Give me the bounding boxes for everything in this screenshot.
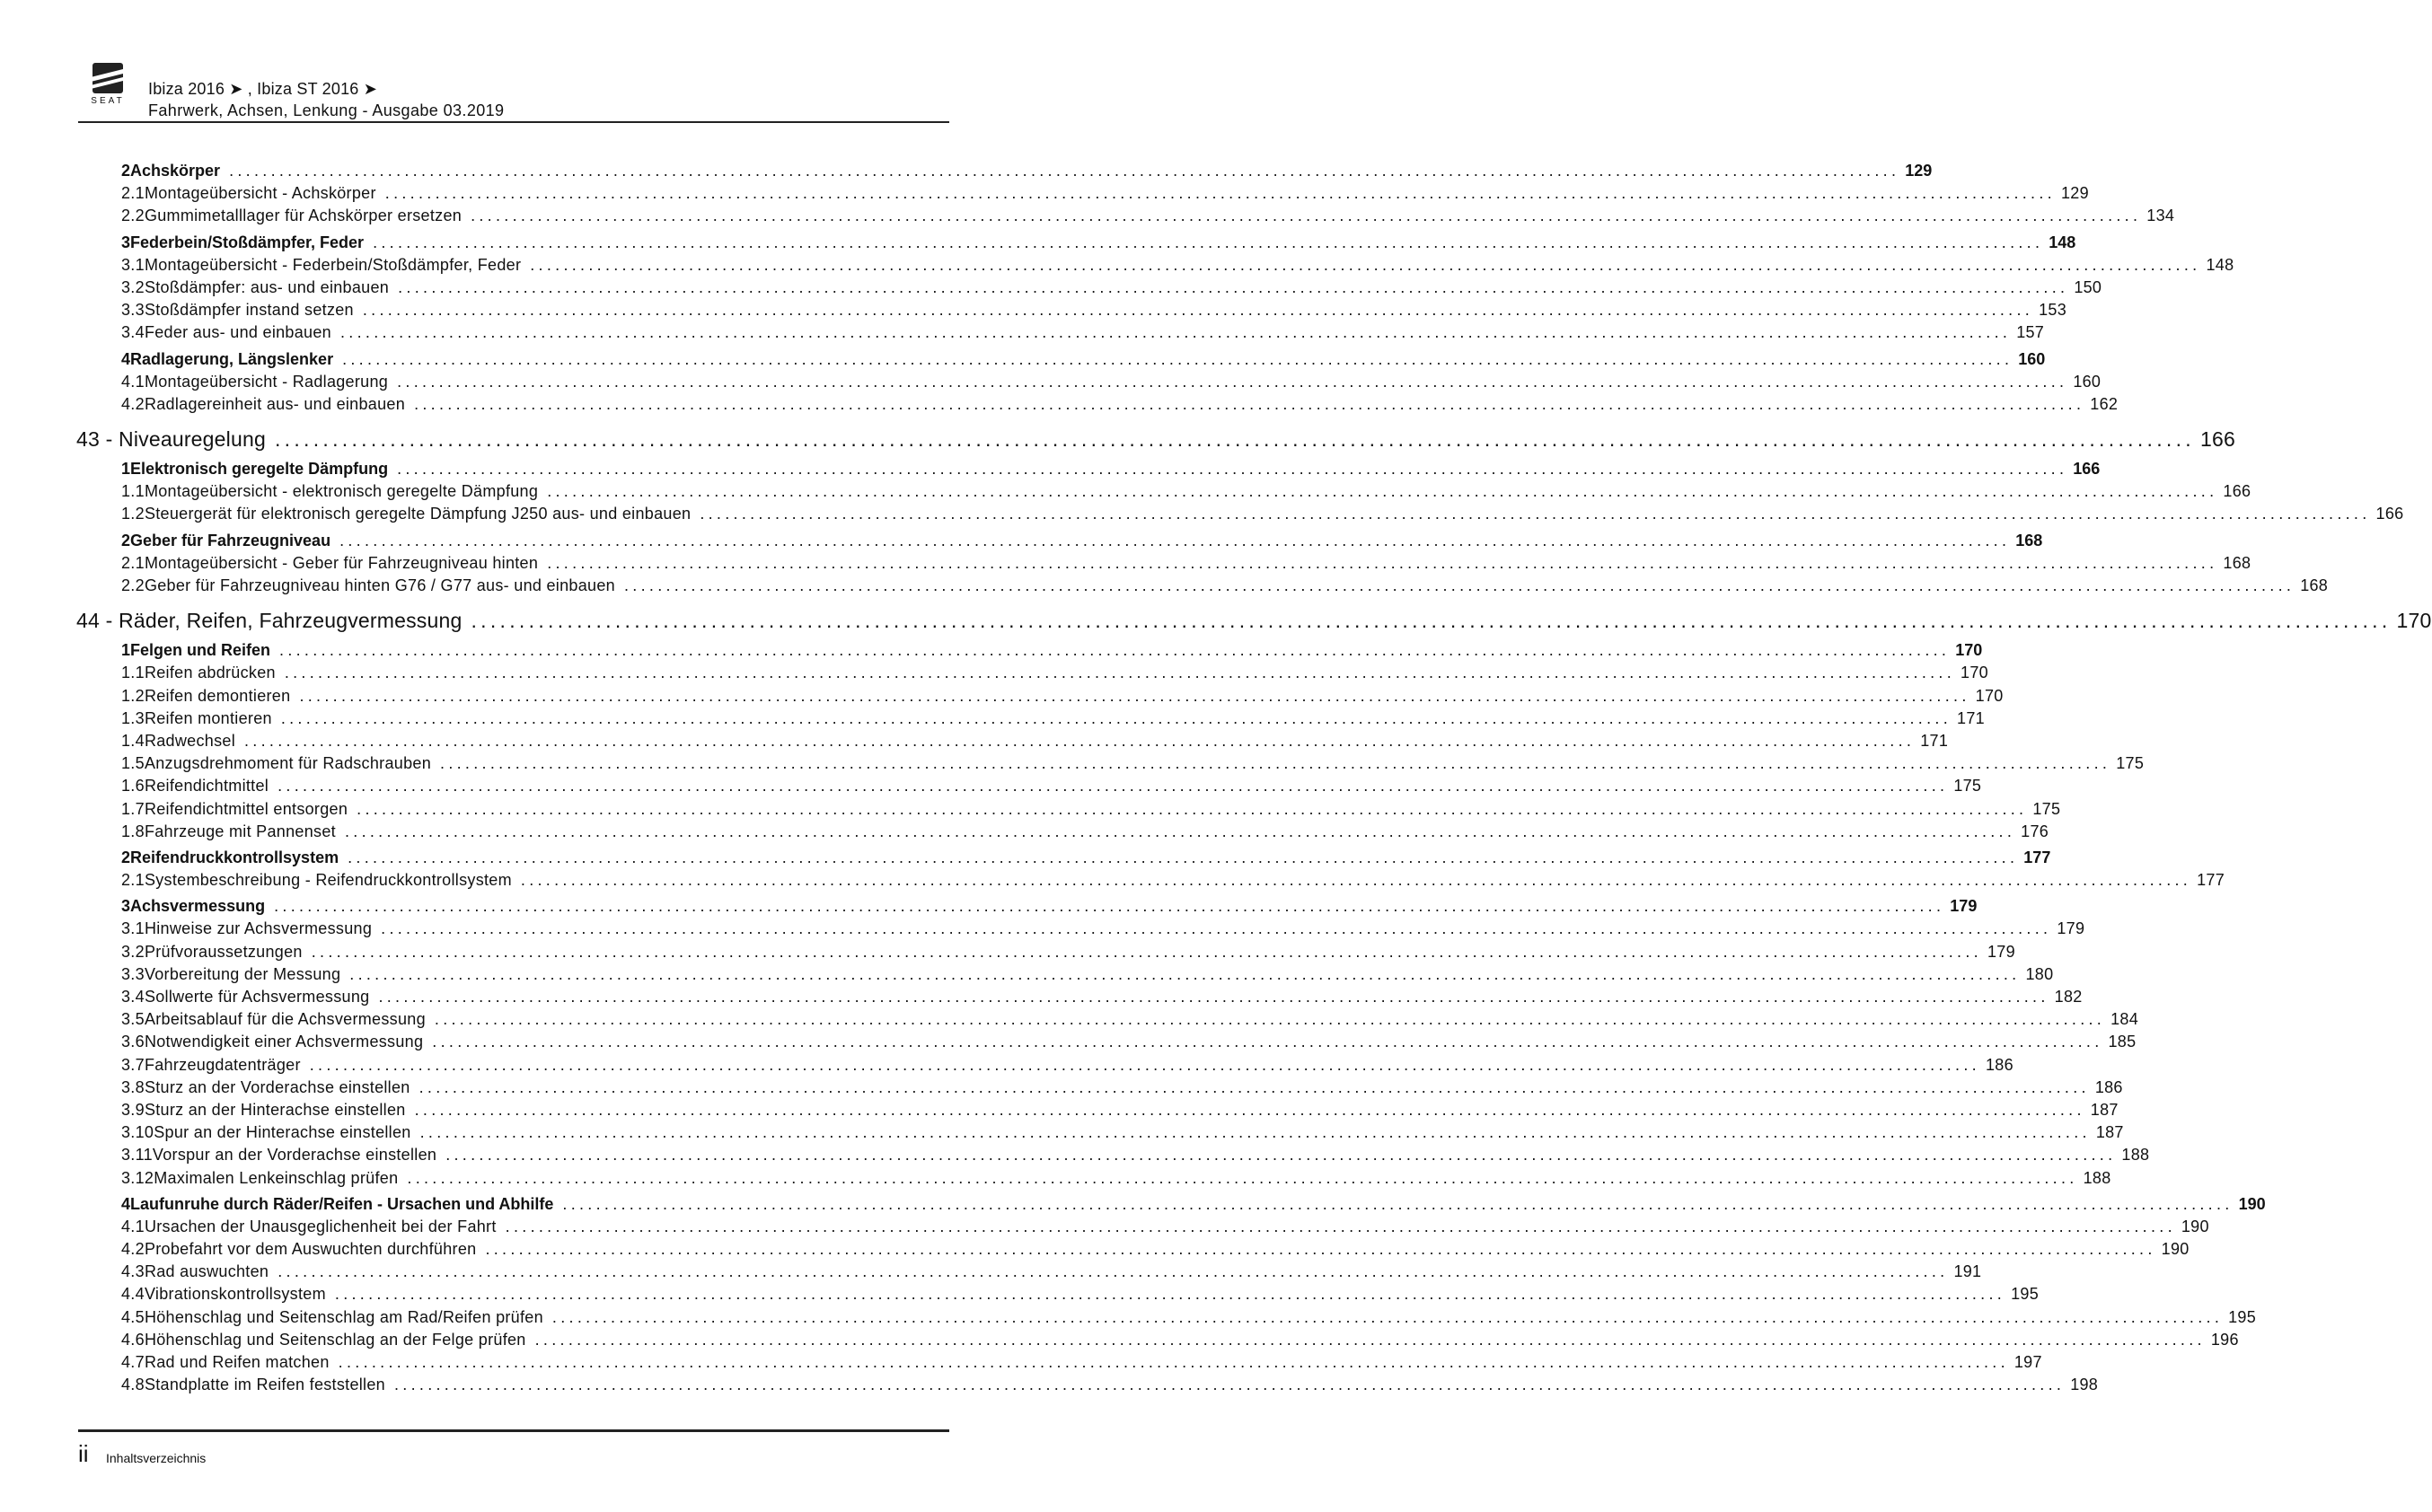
toc-number: 3.12: [121, 1168, 154, 1187]
dot-leader: ........................................................................................................................................................................................................: [398, 277, 2069, 296]
dot-leader: ........................................................................................................................................................................................................: [445, 1146, 2117, 1165]
toc-page: 129: [2060, 184, 2089, 203]
dot-leader: ........................................................................................................................................................................................................: [381, 919, 2052, 938]
toc-title: Federbein/Stoßdämpfer, Feder: [130, 233, 365, 251]
toc-entry[interactable]: [76, 1031, 2137, 1053]
toc-title: Radlagereinheit aus- und einbauen: [144, 394, 406, 413]
seat-logo-icon: [93, 63, 123, 93]
toc-title: Rad auswuchten: [144, 1262, 269, 1281]
toc-page: 166: [2375, 505, 2404, 523]
toc-title: Maximalen Lenkeinschlag prüfen: [154, 1168, 399, 1187]
toc-title: Höhenschlag und Seitenschlag am Rad/Reifen prüfen: [144, 1307, 543, 1326]
toc-entry[interactable]: [76, 662, 1988, 684]
toc-entry[interactable]: [76, 963, 2054, 986]
toc-page: 148: [2206, 255, 2234, 274]
toc-page: 191: [1953, 1262, 1982, 1281]
toc-page: 188: [2083, 1168, 2111, 1187]
toc-page: 190: [2161, 1240, 2190, 1259]
toc-page: 190: [2181, 1217, 2209, 1235]
toc-page: 185: [2108, 1033, 2137, 1051]
dot-leader: ........................................................................................................................................................................................................: [344, 822, 2016, 840]
dot-leader: ........................................................................................................................................................................................................: [274, 897, 1945, 916]
dot-leader: ........................................................................................................................................................................................................: [623, 576, 2295, 594]
toc-title: Probefahrt vor dem Auswuchten durchführen: [144, 1240, 477, 1259]
toc-entry[interactable]: [76, 552, 2251, 575]
toc-title: Stoßdämpfer instand setzen: [144, 301, 354, 320]
dot-leader: ........................................................................................................................................................................................................: [562, 1194, 2234, 1213]
toc-title: Arbeitsablauf für die Achsvermessung: [144, 1010, 426, 1029]
toc-page: 198: [2070, 1376, 2099, 1394]
seat-logo-wordmark: SEAT: [91, 96, 125, 106]
toc-entry[interactable]: [76, 277, 2102, 299]
toc-title: Geber für Fahrzeugniveau hinten G76 / G77 aus- und einbauen: [144, 576, 615, 594]
toc-entry[interactable]: [76, 685, 2004, 708]
dot-leader: ........................................................................................................................................................................................................: [334, 1285, 2006, 1304]
toc-entry[interactable]: [76, 821, 2049, 843]
toc-entry[interactable]: [76, 503, 2404, 525]
dot-leader: ........................................................................................................................................................................................................: [440, 754, 2111, 773]
dot-leader: ........................................................................................................................................................................................................: [530, 255, 2201, 274]
dot-leader: ........................................................................................................................................................................................................: [349, 964, 2021, 983]
toc-page: 160: [2018, 349, 2046, 368]
toc-title: Gummimetalllager für Achskörper ersetzen: [144, 207, 463, 225]
toc-title: Vorbereitung der Messung: [144, 964, 341, 983]
toc-entry[interactable]: [76, 941, 2015, 963]
toc-section[interactable]: [76, 639, 1983, 662]
toc-page: 184: [2110, 1010, 2139, 1029]
dot-leader: ........................................................................................................................................................................................................: [485, 1240, 2156, 1259]
toc-number: 3.3: [121, 964, 145, 983]
toc-page: 168: [2300, 576, 2329, 594]
toc-number: 3: [121, 897, 131, 916]
toc-number: 1: [121, 460, 131, 479]
toc-number: 4: [121, 349, 131, 368]
toc-title: Radwechsel: [144, 731, 235, 750]
dot-leader: ........................................................................................................................................................................................................: [547, 482, 2218, 501]
dot-leader: ........................................................................................................................................................................................................: [244, 731, 1916, 750]
toc-entry[interactable]: [76, 480, 2251, 503]
toc-number: 4.4: [121, 1285, 145, 1304]
toc-number: 3.4: [121, 323, 145, 342]
toc-entry[interactable]: [76, 918, 2085, 940]
dot-leader: ........................................................................................................................................................................................................: [339, 323, 2012, 342]
dot-leader: ........................................................................................................................................................................................................: [362, 301, 2034, 320]
toc-page: 188: [2121, 1146, 2150, 1165]
toc-entry[interactable]: [76, 1054, 2013, 1077]
toc-number: 3.10: [121, 1123, 154, 1142]
dot-leader: ........................................................................................................................................................................................................: [414, 1100, 2085, 1119]
toc-entry[interactable]: [76, 1238, 2190, 1261]
toc-number: 1.5: [121, 754, 145, 773]
dot-leader: ........................................................................................................................................................................................................: [373, 233, 2044, 251]
toc-title: Achskörper: [130, 162, 221, 180]
toc-entry[interactable]: [76, 321, 2045, 344]
toc-title: Feder aus- und einbauen: [144, 323, 331, 342]
dot-leader: ........................................................................................................................................................................................................: [299, 686, 1970, 705]
toc-page: 179: [2057, 919, 2085, 938]
toc-page: 166: [2199, 427, 2235, 452]
toc-entry[interactable]: [76, 1261, 1982, 1283]
toc-page: 171: [1920, 731, 1949, 750]
toc-number: 1.6: [121, 777, 145, 796]
toc-number: 4: [121, 1194, 131, 1213]
toc-number: 3.1: [121, 919, 145, 938]
toc-page: 175: [1953, 777, 1982, 796]
toc-number: 3: [121, 233, 131, 251]
toc-title: Steuergerät für elektronisch geregelte Dämpfung J250 aus- und einbauen: [144, 505, 692, 523]
dot-leader: ........................................................................................................................................................................................................: [432, 1033, 2103, 1051]
toc-section[interactable]: [76, 530, 2043, 552]
toc-number: 4.8: [121, 1376, 145, 1394]
toc-entry[interactable]: [76, 1167, 2111, 1190]
dot-leader: ........................................................................................................................................................................................................: [278, 1262, 1949, 1281]
dot-leader: ........................................................................................................................................................................................................: [551, 1307, 2224, 1326]
toc-entry[interactable]: [76, 1329, 2239, 1351]
toc-page: 160: [2073, 372, 2102, 391]
toc-title: 44 - Räder, Reifen, Fahrzeugvermessung: [76, 609, 463, 633]
toc-page: 153: [2039, 301, 2067, 320]
dot-leader: ........................................................................................................................................................................................................: [338, 1353, 2009, 1371]
toc-number: 1.2: [121, 686, 145, 705]
toc-title: Sollwerte für Achsvermessung: [144, 988, 370, 1006]
toc-entry[interactable]: [76, 254, 2234, 277]
dot-leader: ........................................................................................................................................................................................................: [397, 372, 2068, 391]
toc-entry[interactable]: [76, 1306, 2257, 1329]
toc-page: 129: [1905, 162, 1933, 180]
toc-title: Systembeschreibung - Reifendruckkontrollsystem: [144, 871, 512, 890]
dot-leader: ........................................................................................................................................................................................................: [274, 427, 2195, 452]
toc-number: 3.9: [121, 1100, 145, 1119]
toc-chapter[interactable]: [76, 424, 2235, 454]
toc-title: Anzugsdrehmoment für Radschrauben: [144, 754, 432, 773]
toc-entry[interactable]: [76, 869, 2225, 892]
toc-page: 171: [1957, 708, 1985, 727]
toc-number: 2.1: [121, 553, 145, 572]
dot-leader: ........................................................................................................................................................................................................: [505, 1217, 2176, 1235]
toc-page: 162: [2090, 394, 2119, 413]
toc-page: 186: [1985, 1055, 2013, 1074]
dot-leader: ........................................................................................................................................................................................................: [378, 988, 2049, 1006]
dot-leader: ........................................................................................................................................................................................................: [534, 1330, 2206, 1349]
toc-entry[interactable]: [76, 708, 1985, 730]
toc-title: Montageübersicht - Geber für Fahrzeugniveau hinten: [144, 553, 539, 572]
toc-number: 4.7: [121, 1353, 145, 1371]
toc-number: 2.1: [121, 871, 145, 890]
dot-leader: ........................................................................................................................................................................................................: [419, 1077, 2090, 1096]
toc-page: 195: [2011, 1285, 2040, 1304]
toc-number: 1.7: [121, 799, 145, 818]
toc-page: 150: [2074, 277, 2102, 296]
toc-page: 168: [2223, 553, 2251, 572]
toc-title: Reifendichtmittel: [144, 777, 269, 796]
toc-title: Laufunruhe durch Räder/Reifen - Ursachen und Abhilfe: [130, 1194, 554, 1213]
toc-number: 4.2: [121, 394, 145, 413]
toc-title: Sturz an der Vorderachse einstellen: [144, 1077, 410, 1096]
toc-section[interactable]: [76, 1193, 2266, 1216]
dot-leader: ........................................................................................................................................................................................................: [414, 394, 2085, 413]
dot-leader: ........................................................................................................................................................................................................: [311, 942, 1982, 961]
toc-number: 4.1: [121, 1217, 145, 1235]
toc-number: 4.1: [121, 372, 145, 391]
toc-entry[interactable]: [76, 986, 2083, 1008]
toc-number: 3.2: [121, 277, 145, 296]
toc-page: 175: [2116, 754, 2145, 773]
toc-title: Hinweise zur Achsvermessung: [144, 919, 373, 938]
toc-entry[interactable]: [76, 730, 1949, 752]
toc-number: 1.2: [121, 505, 145, 523]
dot-leader: ........................................................................................................................................................................................................: [279, 641, 1951, 660]
toc-number: 2: [121, 531, 131, 549]
toc-title: Standplatte im Reifen feststellen: [144, 1376, 385, 1394]
toc-entry[interactable]: [76, 182, 2089, 205]
toc-title: Vibrationskontrollsystem: [144, 1285, 326, 1304]
toc-entry[interactable]: [76, 205, 2175, 227]
page-number: ii: [78, 1440, 89, 1467]
toc-title: 43 - Niveauregelung: [76, 427, 266, 452]
toc-entry[interactable]: [76, 1077, 2123, 1099]
toc-entry[interactable]: [76, 1099, 2119, 1121]
toc-page: 166: [2223, 482, 2251, 501]
toc-page: 182: [2054, 988, 2083, 1006]
toc-section[interactable]: [76, 847, 2051, 869]
toc-title: Ursachen der Unausgeglichenheit bei der Fahrt: [144, 1217, 497, 1235]
toc-number: 1.3: [121, 708, 145, 727]
toc-title: Stoßdämpfer: aus- und einbauen: [144, 277, 390, 296]
toc-title: Geber für Fahrzeugniveau: [130, 531, 331, 549]
toc-page: 179: [1950, 897, 1978, 916]
toc-page: 179: [1987, 942, 2015, 961]
toc-entry[interactable]: [76, 299, 2067, 321]
toc-chapter[interactable]: [76, 605, 2432, 636]
dot-leader: ........................................................................................................................................................................................................: [471, 609, 2392, 633]
toc-number: 4.2: [121, 1240, 145, 1259]
seat-logo: [83, 63, 133, 106]
toc-page: 187: [2090, 1100, 2119, 1119]
toc-number: 1.1: [121, 664, 145, 682]
footer-divider: [78, 1429, 949, 1432]
toc-title: Reifendichtmittel entsorgen: [144, 799, 348, 818]
toc-entry[interactable]: [76, 393, 2119, 416]
toc-number: 3.5: [121, 1010, 145, 1029]
toc-entry[interactable]: [76, 1374, 2099, 1396]
toc-number: 2: [121, 162, 131, 180]
toc-number: 2.2: [121, 576, 145, 594]
toc-title: Spur an der Hinterachse einstellen: [154, 1123, 411, 1142]
toc-number: 3.2: [121, 942, 145, 961]
toc-number: 3.3: [121, 301, 145, 320]
toc-title: Montageübersicht - elektronisch geregelte Dämpfung: [144, 482, 539, 501]
toc-page: 170: [1975, 686, 2004, 705]
toc-title: Notwendigkeit einer Achsvermessung: [144, 1033, 424, 1051]
toc-title: Vorspur an der Vorderachse einstellen: [152, 1146, 437, 1165]
toc-page: 157: [2016, 323, 2045, 342]
toc-page: 148: [2049, 233, 2076, 251]
toc-number: 3.6: [121, 1033, 145, 1051]
header-model: Ibiza 2016 ➤ , Ibiza ST 2016 ➤: [148, 80, 377, 98]
toc-title: Montageübersicht - Radlagerung: [144, 372, 389, 391]
toc-title: Reifen demontieren: [144, 686, 291, 705]
toc-page: 187: [2095, 1123, 2124, 1142]
toc-number: 3.11: [121, 1146, 153, 1165]
toc-entry[interactable]: [76, 371, 2102, 393]
toc-section[interactable]: [76, 458, 2101, 480]
dot-leader: ........................................................................................................................................................................................................: [407, 1168, 2078, 1187]
dot-leader: ........................................................................................................................................................................................................: [384, 184, 2056, 203]
toc-number: 1: [121, 641, 131, 660]
toc-title: Elektronisch geregelte Dämpfung: [130, 460, 389, 479]
dot-leader: ........................................................................................................................................................................................................: [278, 777, 1949, 796]
dot-leader: ........................................................................................................................................................................................................: [357, 799, 2028, 818]
toc-page: 134: [2146, 207, 2175, 225]
toc-title: Sturz an der Hinterachse einstellen: [144, 1100, 406, 1119]
toc-title: Fahrzeugdatenträger: [144, 1055, 301, 1074]
toc-section[interactable]: [76, 348, 2046, 371]
toc-number: 2: [121, 848, 131, 866]
dot-leader: ........................................................................................................................................................................................................: [309, 1055, 1980, 1074]
toc-page: 180: [2025, 964, 2054, 983]
toc-entry[interactable]: [76, 1008, 2139, 1031]
toc-entry[interactable]: [76, 1351, 2042, 1374]
dot-leader: ........................................................................................................................................................................................................: [339, 531, 2011, 549]
toc-page: 170: [1955, 641, 1983, 660]
toc-page: 195: [2228, 1307, 2257, 1326]
toc-title: Reifen abdrücken: [144, 664, 276, 682]
dot-leader: ........................................................................................................................................................................................................: [397, 460, 2068, 479]
dot-leader: ........................................................................................................................................................................................................: [229, 162, 1900, 180]
toc-entry[interactable]: [76, 1216, 2209, 1238]
dot-leader: ........................................................................................................................................................................................................: [393, 1376, 2066, 1394]
toc-page: 170: [2396, 609, 2432, 633]
toc-title: Felgen und Reifen: [130, 641, 271, 660]
dot-leader: ........................................................................................................................................................................................................: [419, 1123, 2091, 1142]
toc-number: 4.3: [121, 1262, 145, 1281]
toc-page: 170: [1961, 664, 1988, 682]
dot-leader: ........................................................................................................................................................................................................: [547, 553, 2218, 572]
toc-page: 197: [2013, 1353, 2042, 1371]
dot-leader: ........................................................................................................................................................................................................: [348, 848, 2019, 866]
toc-page: 186: [2094, 1077, 2123, 1096]
toc-title: Fahrzeuge mit Pannenset: [144, 822, 336, 840]
toc-entry[interactable]: [76, 1121, 2124, 1144]
toc-entry[interactable]: [76, 775, 1982, 797]
header-title: Fahrwerk, Achsen, Lenkung - Ausgabe 03.2019: [148, 101, 505, 119]
dot-leader: ........................................................................................................................................................................................................: [284, 664, 1956, 682]
dot-leader: ........................................................................................................................................................................................................: [434, 1010, 2106, 1029]
toc-number: 3.4: [121, 988, 145, 1006]
dot-leader: ........................................................................................................................................................................................................: [280, 708, 1952, 727]
dot-leader: ........................................................................................................................................................................................................: [471, 207, 2142, 225]
toc-number: 1.4: [121, 731, 145, 750]
dot-leader: ........................................................................................................................................................................................................: [700, 505, 2371, 523]
dot-leader: ........................................................................................................................................................................................................: [520, 871, 2192, 890]
toc-section[interactable]: [76, 160, 1933, 182]
toc-number: 3.8: [121, 1077, 145, 1096]
toc-number: 4.6: [121, 1330, 145, 1349]
toc-section[interactable]: [76, 895, 1978, 918]
toc-page: 176: [2021, 822, 2049, 840]
toc-title: Montageübersicht - Federbein/Stoßdämpfer, Feder: [144, 255, 522, 274]
toc-number: 2.1: [121, 184, 145, 203]
toc-entry[interactable]: [76, 1283, 2040, 1305]
toc-title: Montageübersicht - Achskörper: [144, 184, 376, 203]
footer-section: Inhaltsverzeichnis: [106, 1451, 207, 1465]
toc-number: 1.1: [121, 482, 145, 501]
dot-leader: ........................................................................................................................................................................................................: [342, 349, 2013, 368]
header-divider: [78, 121, 949, 123]
toc-entry[interactable]: [76, 798, 2061, 821]
toc-title: Achsvermessung: [130, 897, 266, 916]
toc-page: 166: [2073, 460, 2101, 479]
table-of-contents: [76, 156, 2432, 1396]
toc-number: 1.8: [121, 822, 145, 840]
toc-title: Prüfvoraussetzungen: [144, 942, 303, 961]
toc-number: 3.7: [121, 1055, 145, 1074]
toc-number: 3.1: [121, 255, 145, 274]
toc-title: Radlagerung, Längslenker: [130, 349, 334, 368]
toc-title: Reifendruckkontrollsystem: [130, 848, 339, 866]
toc-page: 175: [2032, 799, 2061, 818]
toc-title: Höhenschlag und Seitenschlag an der Felge prüfen: [144, 1330, 526, 1349]
toc-entry[interactable]: [76, 575, 2329, 597]
toc-number: 2.2: [121, 207, 145, 225]
toc-page: 190: [2238, 1194, 2266, 1213]
toc-title: Reifen montieren: [144, 708, 272, 727]
toc-section[interactable]: [76, 232, 2076, 254]
toc-entry[interactable]: [76, 1144, 2150, 1166]
toc-title: Rad und Reifen matchen: [144, 1353, 330, 1371]
toc-page: 168: [2015, 531, 2043, 549]
toc-entry[interactable]: [76, 752, 2145, 775]
toc-page: 177: [2197, 871, 2225, 890]
toc-number: 4.5: [121, 1307, 145, 1326]
toc-page: 196: [2210, 1330, 2239, 1349]
toc-page: 177: [2023, 848, 2051, 866]
